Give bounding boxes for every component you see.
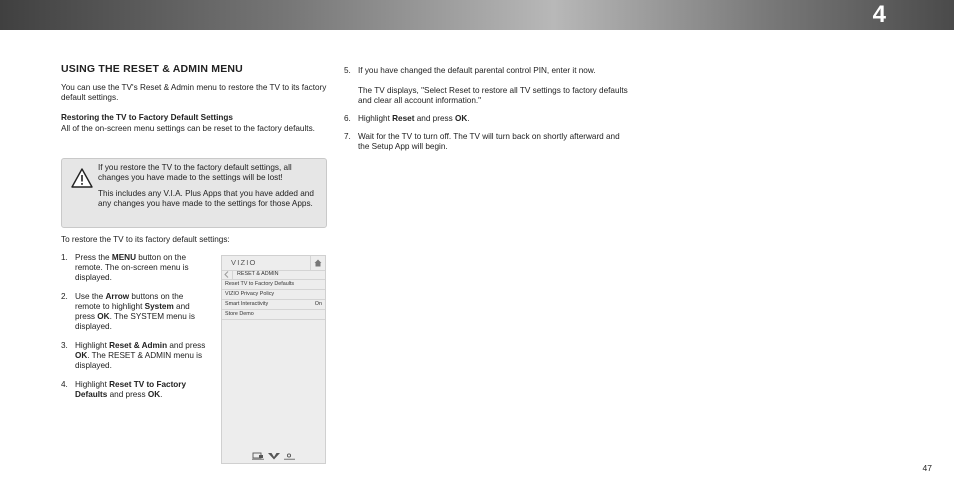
tv-menu-top-bar <box>222 256 325 271</box>
step-bold: Reset & Admin <box>109 341 168 350</box>
page-number: 47 <box>922 463 932 473</box>
step-bold: Reset TV to Factory Defaults <box>75 380 187 399</box>
step-number: 7. <box>344 132 351 141</box>
sub-text: All of the on-screen menu settings can be reset to the factory defaults. <box>61 124 315 133</box>
step-text: . The RESET & ADMIN menu is displayed. <box>75 351 203 370</box>
tv-menu-item-label: Smart Interactivity <box>225 301 269 307</box>
warning-line-2: This includes any V.I.A. Plus Apps that you have added and any changes you have made to the settings for those Apps. <box>98 189 314 208</box>
to-restore-text: To restore the TV to its factory default settings: <box>61 235 230 244</box>
tv-menu-item-value: On <box>314 301 322 307</box>
step-bold: OK <box>147 390 161 399</box>
step-bold: Reset <box>392 114 415 123</box>
tv-menu-header-row <box>222 270 325 280</box>
step-text: Press the <box>75 253 112 262</box>
step-bold: OK <box>75 351 88 360</box>
step-extra-text: The TV displays, "Select Reset to restore all TV settings to factory defaults and clear all account information." <box>358 86 628 105</box>
back-arrow-icon <box>224 271 229 278</box>
step-item <box>344 66 629 106</box>
tv-menu-item[interactable] <box>222 300 325 310</box>
chapter-number: 4 <box>872 1 886 28</box>
tv-back-button[interactable] <box>222 270 233 279</box>
step-text: and press <box>414 114 455 123</box>
warning-text <box>98 163 320 209</box>
intro-text: You can use the TV's Reset & Admin menu to restore the TV to its factory default settings. <box>61 83 327 102</box>
tv-menu-item[interactable] <box>222 310 325 320</box>
subheading: Restoring the TV to Factory Default Settings <box>61 113 233 122</box>
tv-menu-header: RESET & ADMIN <box>237 271 279 277</box>
warning-icon <box>71 168 93 188</box>
home-icon <box>314 259 322 267</box>
tv-menu-item[interactable] <box>222 290 325 300</box>
left-steps-list <box>61 253 211 409</box>
section-title: USING THE RESET & ADMIN MENU <box>61 63 243 75</box>
step-item <box>61 253 211 283</box>
step-text: buttons on the remote to highlight <box>75 292 184 311</box>
step-text: Highlight <box>358 114 393 123</box>
step-bold: OK <box>454 114 468 123</box>
step-text: and press <box>167 341 206 350</box>
warning-box <box>61 158 327 228</box>
step-number: 5. <box>344 66 351 75</box>
input-icon <box>252 453 264 459</box>
step-number: 6. <box>344 114 351 123</box>
tv-menu-screenshot <box>221 255 326 464</box>
vizio-v-icon <box>268 453 280 460</box>
step-text: and press <box>107 390 148 399</box>
step-bold: Arrow <box>105 292 130 301</box>
step-text: . <box>160 390 163 399</box>
step-item <box>344 132 629 152</box>
step-item <box>61 380 211 400</box>
step-number: 4. <box>61 380 68 389</box>
step-text: Highlight <box>75 380 110 389</box>
step-bold: MENU <box>111 253 136 262</box>
tv-menu-item-label: Store Demo <box>225 311 254 317</box>
step-text: button on the remote. The on-screen menu is displayed. <box>75 253 189 282</box>
warning-line-1: If you restore the TV to the factory default settings, all changes you have made to the settings will be lost! <box>98 163 292 182</box>
step-number: 1. <box>61 253 68 262</box>
page-header-bar <box>0 0 954 30</box>
step-bold: OK <box>97 312 110 321</box>
step-item <box>344 114 629 124</box>
step-item <box>61 341 211 371</box>
right-column <box>344 66 629 160</box>
step-text: . <box>467 114 470 123</box>
step-item <box>61 292 211 332</box>
tv-menu-item-label: Reset TV to Factory Defaults <box>225 281 295 287</box>
tv-menu-item[interactable] <box>222 280 325 290</box>
settings-icon <box>284 454 295 459</box>
step-text: If you have changed the default parental control PIN, enter it now. <box>358 66 596 75</box>
step-number: 3. <box>61 341 68 350</box>
step-text: and press <box>75 302 190 321</box>
tv-menu-item-label: VIZIO Privacy Policy <box>225 291 275 297</box>
step-number: 2. <box>61 292 68 301</box>
step-text: Highlight <box>75 341 110 350</box>
tv-menu-bottom-icons <box>252 452 296 460</box>
tv-home-button[interactable] <box>310 256 325 270</box>
step-text: . The SYSTEM menu is displayed. <box>75 312 195 331</box>
step-text: Wait for the TV to turn off. The TV will turn back on shortly afterward and the Setup App will begin. <box>358 132 620 151</box>
right-steps-list <box>344 66 629 152</box>
step-text: Use the <box>75 292 106 301</box>
step-bold: System <box>144 302 174 311</box>
left-column <box>61 63 327 399</box>
vizio-logo: VIZIO <box>231 258 257 267</box>
